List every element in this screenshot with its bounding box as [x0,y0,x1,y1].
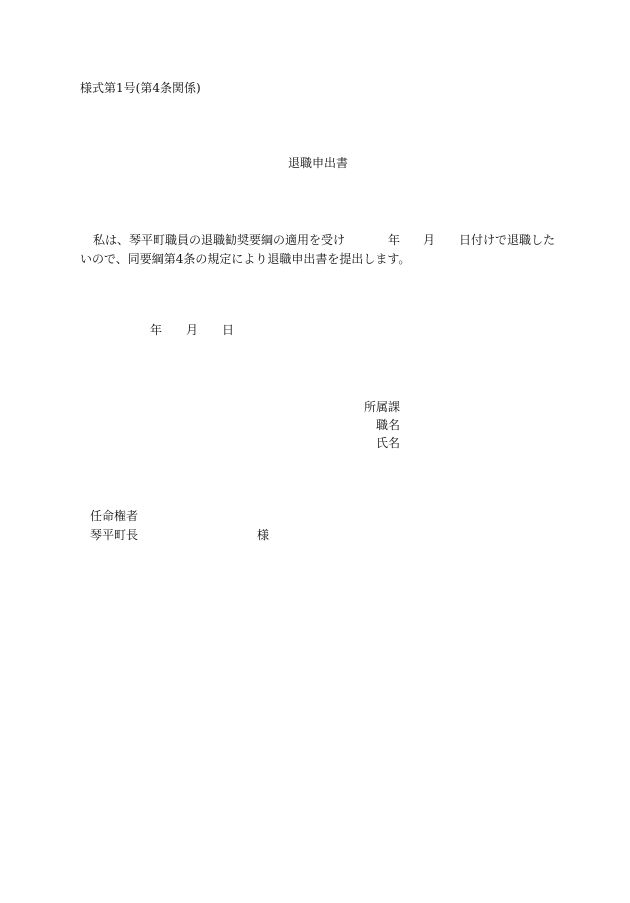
statement-line-1 [80,231,556,250]
name-label: 氏名 [375,436,400,450]
statement-month: 月 [423,233,436,247]
applicant-info [330,398,400,452]
appointing-authority: 任命権者 [90,509,139,523]
statement-text-1: 私は、琴平町職員の退職勧奨要綱の適用を受け [93,233,346,247]
addressee-line [90,529,269,541]
department-label: 所属課 [363,400,400,414]
mayor-label: 琴平町長 [90,528,139,542]
statement-line-2: いので、同要綱第4条の規定により退職申出書を提出します。 [80,252,411,266]
form-number: 様式第1号(第4条関係) [80,81,201,95]
statement-year: 年 [388,233,401,247]
statement-text-2: 日付けで退職した [459,233,556,247]
application-statement [80,231,556,269]
document-title: 退職申出書 [288,156,349,170]
submission-date [150,324,234,336]
date-year: 年 [150,323,163,337]
date-day: 日 [222,323,235,337]
date-month: 月 [186,323,199,337]
honorific: 様 [257,528,270,542]
position-label: 職名 [375,418,400,432]
